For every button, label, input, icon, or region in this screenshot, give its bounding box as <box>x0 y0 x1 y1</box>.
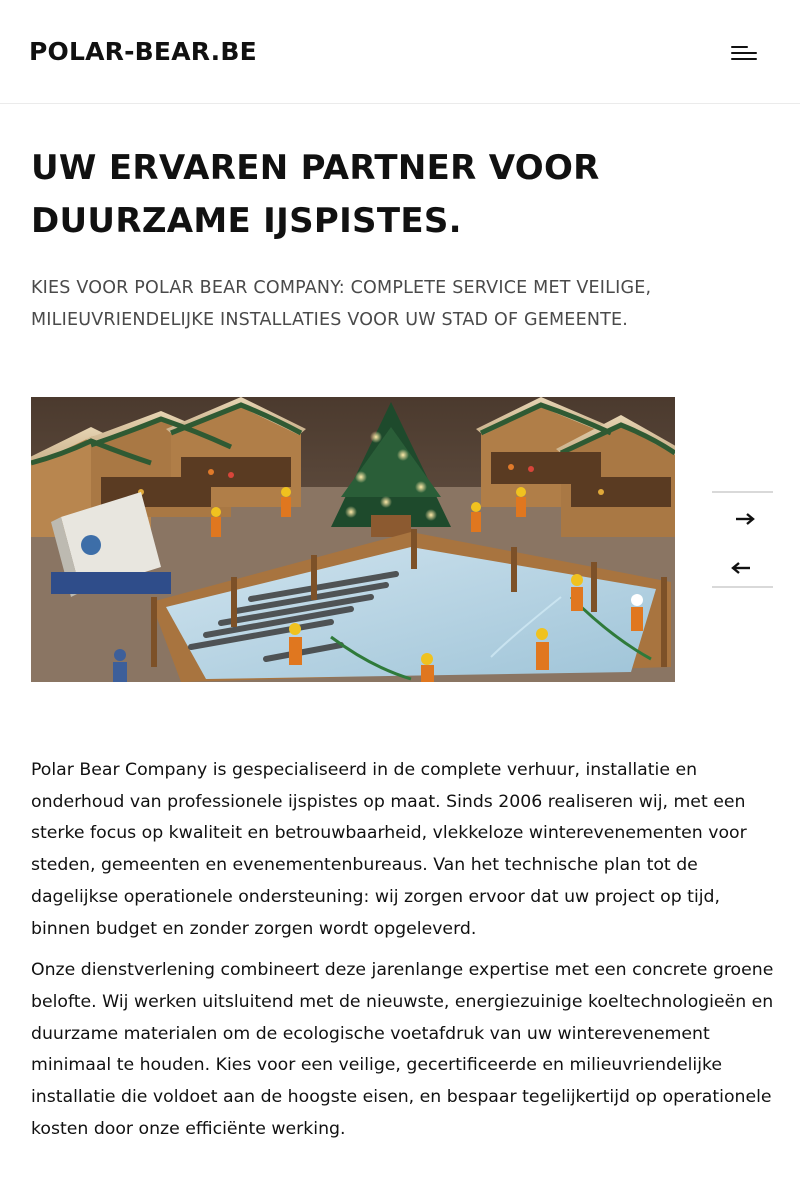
arrow-right-icon <box>724 505 762 533</box>
ice-rink-market-illustration <box>31 397 675 682</box>
site-header <box>0 0 800 104</box>
slider-next-button[interactable] <box>724 505 762 533</box>
slider-nav-divider <box>712 586 773 588</box>
arrow-left-icon <box>724 554 762 582</box>
site-logo[interactable]: POLAR-BEAR.BE <box>29 37 257 66</box>
page-subtitle: KIES VOOR POLAR BEAR COMPANY: COMPLETE SERVICE MET VEILIGE, MILIEUVRIENDELIJKE INSTALLATIES VOOR UW STAD OF GEMEENTE. <box>31 278 652 330</box>
menu-button[interactable] <box>722 34 766 70</box>
page-title: UW ERVAREN PARTNER VOOR DUURZAME IJSPISTES. <box>31 148 600 241</box>
intro-paragraph: Onze dienstverlening combineert deze jarenlange expertise met een concrete groene belofte. Wij werken uitsluitend met de nieuwste, energiezuinige koeltechnologieën en duurzame materialen om de ecologische voetafdruk van uw winterevenement minimaal te houden. Kies voor een veilige, gecertificeerde en milieuvriendelijke installatie die voldoet aan de hoogste eisen, en bespaar tegelijkertijd op operationele kosten door onze efficiënte werking. <box>31 960 774 1139</box>
slider-navigation <box>712 491 773 588</box>
intro-paragraph: Polar Bear Company is gespecialiseerd in de complete verhuur, installatie en onderhoud van professionele ijspistes op maat. Sinds 2006 realiseren wij, met een sterke focus op kwaliteit en betrouwbaarheid, vlekkeloze winterevenementen voor steden, gemeenten en evenementenbureaus. Van het technische plan tot de dagelijkse operationele ondersteuning: wij zorgen ervoor dat uw project op tijd, binnen budget en zonder zorgen wordt opgeleverd. <box>31 760 747 939</box>
slider-prev-button[interactable] <box>724 554 762 582</box>
slider-image <box>31 397 675 682</box>
intro-content <box>31 755 776 1155</box>
slider-nav-divider <box>712 491 773 493</box>
